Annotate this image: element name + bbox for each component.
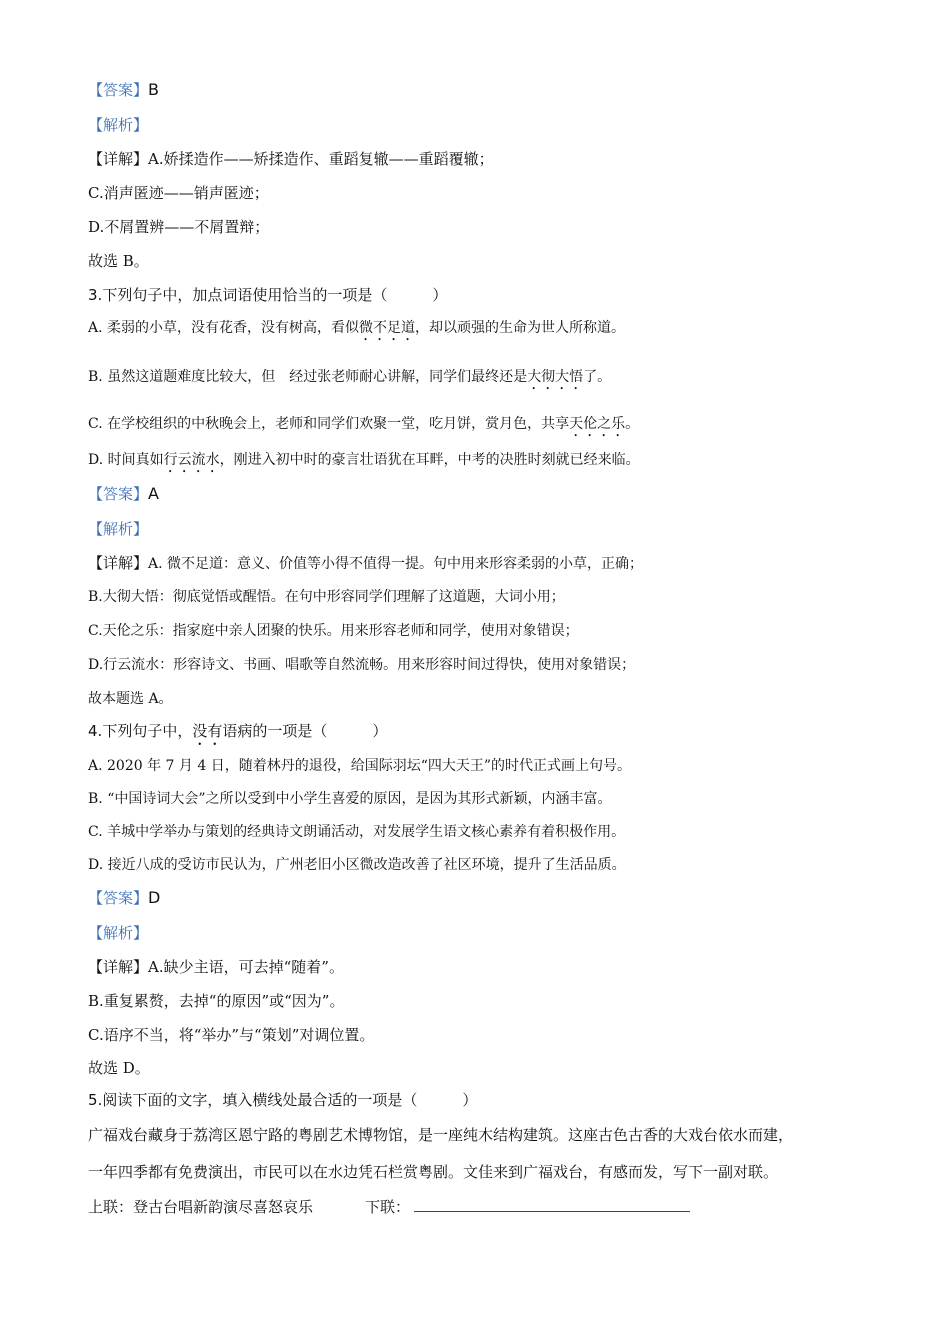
q4-stem: 4.下列句子中，没有语病的一项是（ ）	[88, 722, 388, 740]
q3-detail-d: D.行云流水：形容诗文、书画、唱歌等自然流畅。用来形容时间过得快，使用对象错误；	[88, 657, 636, 673]
lower-couplet-label: 下联：	[365, 1198, 411, 1216]
q5-passage-line-1: 广福戏台藏身于荔湾区恩宁路的粤剧艺术博物馆，是一座纯木结构建筑。这座古色古香的大戏台依水而建，	[88, 1126, 794, 1144]
q4-detail-c: C.语序不当，将“举办”与“策划”对调位置。	[88, 1026, 375, 1044]
upper-couplet: 上联：登古台唱新韵演尽喜怒哀乐	[88, 1198, 314, 1216]
q3-conclusion: 故本题选 A。	[88, 691, 173, 707]
q3-detail: 【详解】A. 微不足道：意义、价值等小得不值得一提。句中用来形容柔弱的小草，正确；	[88, 554, 644, 572]
q5-stem: 5.阅读下面的文字，填入横线处最合适的一项是（ ）	[88, 1091, 478, 1109]
q4-answer: 【答案】D	[88, 888, 161, 907]
q2-answer: 【答案】B	[88, 80, 159, 99]
q2-detail-d: D.不屑置辨——不屑置辩；	[88, 218, 270, 236]
q3-answer: 【答案】A	[88, 484, 159, 503]
q2-detail: 【详解】A.娇揉造作——矫揉造作、重蹈复辙——重蹈覆辙；	[88, 150, 494, 168]
q4-conclusion: 故选 D。	[88, 1059, 150, 1077]
q2-analysis-tag: 【解析】	[88, 116, 149, 134]
q2-detail-c: C.消声匿迹——销声匿迹；	[88, 184, 269, 202]
answer-blank	[414, 1195, 690, 1212]
q3-option-c: C. 在学校组织的中秋晚会上，老师和同学们欢聚一堂，吃月饼，赏月色，共享天伦之乐。	[88, 416, 640, 432]
q5-passage-line-2: 一年四季都有免费演出，市民可以在水边凭石栏赏粤剧。文佳来到广福戏台，有感而发，写下一副对联。	[88, 1163, 779, 1181]
q3-stem: 3.下列句子中，加点词语使用恰当的一项是（ ）	[88, 286, 448, 304]
q4-detail: 【详解】A.缺少主语，可去掉“随着”。	[88, 958, 344, 976]
q2-conclusion: 故选 B。	[88, 252, 149, 270]
q4-option-c: C. 羊城中学举办与策划的经典诗文朗诵活动，对发展学生语文核心素养有着积极作用。	[88, 824, 626, 840]
q3-detail-c: C.天伦之乐：指家庭中亲人团聚的快乐。用来形容老师和同学，使用对象错误；	[88, 623, 579, 639]
q3-detail-b: B.大彻大悟：彻底觉悟或醒悟。在句中形容同学们理解了这道题，大词小用；	[88, 589, 565, 605]
q5-couplet	[88, 1195, 690, 1218]
q4-option-b: B. “中国诗词大会”之所以受到中小学生喜爱的原因，是因为其形式新颖，内涵丰富。	[88, 791, 612, 807]
q4-option-a: A. 2020 年 7 月 4 日，随着林丹的退役，给国际羽坛“四大天王”的时代正式画上句号。	[88, 758, 632, 774]
q4-analysis-tag: 【解析】	[88, 924, 149, 942]
q3-option-d: D. 时间真如行云流水，刚进入初中时的豪言壮语犹在耳畔，中考的决胜时刻就已经来临。	[88, 452, 640, 468]
q3-analysis-tag: 【解析】	[88, 520, 149, 538]
q4-detail-b: B.重复累赘，去掉“的原因”或“因为”。	[88, 992, 345, 1010]
q4-option-d: D. 接近八成的受访市民认为，广州老旧小区微改造改善了社区环境，提升了生活品质。	[88, 857, 626, 873]
q3-option-a: A. 柔弱的小草，没有花香，没有树高，看似微不足道，却以顽强的生命为世人所称道。	[88, 320, 626, 336]
q3-option-b: B. 虽然这道题难度比较大，但 经过张老师耐心讲解，同学们最终还是大彻大悟了。	[88, 369, 612, 385]
